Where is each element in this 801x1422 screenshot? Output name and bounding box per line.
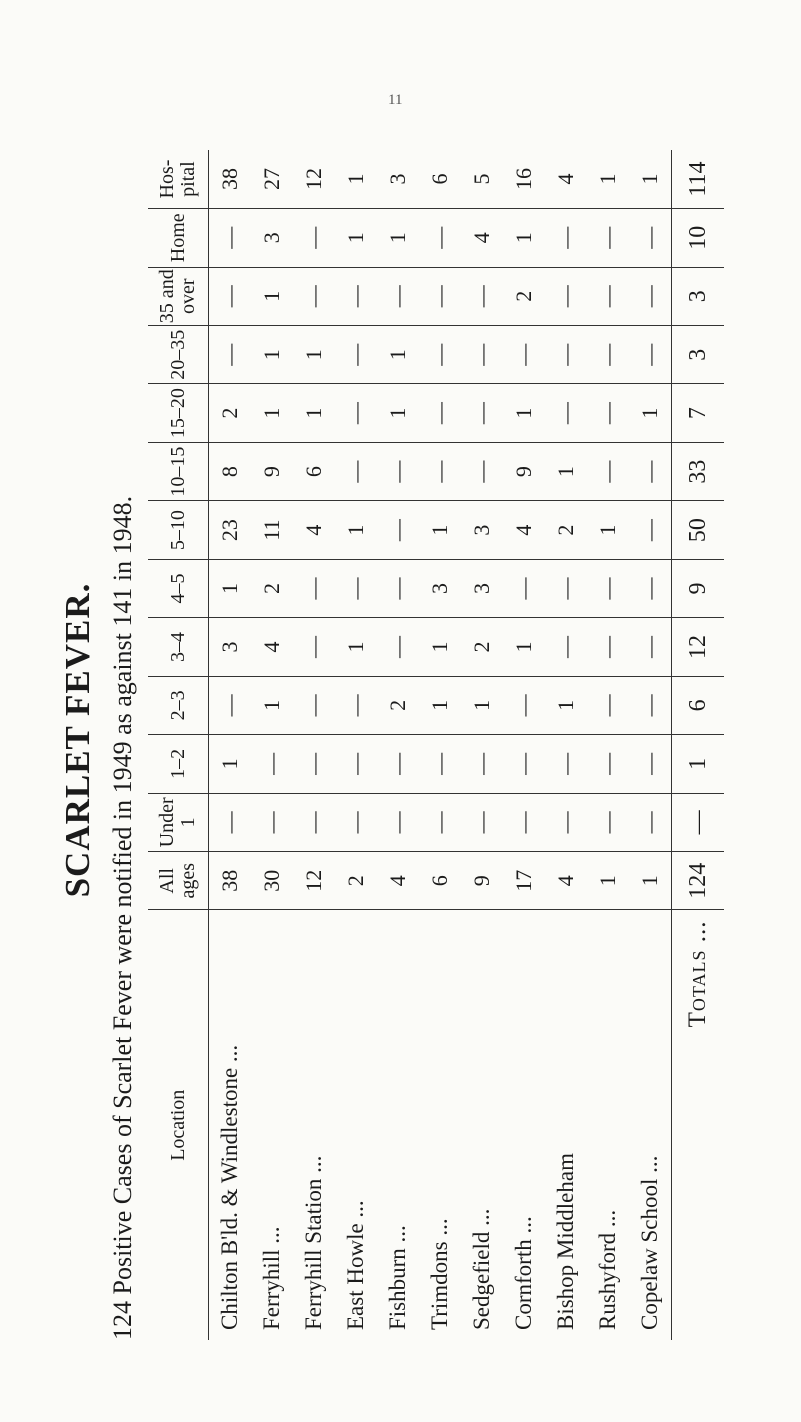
header-under-1: Under 1	[148, 793, 209, 851]
table-cell: —	[293, 559, 335, 617]
table-cell: 1	[209, 559, 252, 617]
table-cell: 4	[293, 501, 335, 559]
table-header-row	[148, 150, 209, 1340]
table-cell: —	[503, 793, 545, 851]
row-location: Sedgefield ...	[461, 910, 503, 1340]
table-cell: 5	[469, 173, 494, 185]
table-row	[209, 150, 252, 1340]
table-cell: —	[335, 559, 377, 617]
table-cell: —	[377, 267, 419, 325]
table-cell: —	[587, 793, 629, 851]
table-cell: 3	[251, 209, 293, 267]
table-cell: 6	[419, 852, 461, 910]
totals-cell: 33	[672, 442, 725, 500]
table-row	[503, 150, 545, 1340]
table-cell: —	[377, 618, 419, 676]
table-cell: 1	[251, 267, 293, 325]
table-cell: —	[293, 793, 335, 851]
table-cell: 1	[419, 501, 461, 559]
row-location: Trimdons ...	[419, 910, 461, 1340]
table-cell: 2	[461, 618, 503, 676]
table-cell: —	[629, 325, 672, 383]
table-cell: —	[629, 793, 672, 851]
table-cell: —	[209, 267, 252, 325]
table-cell: 9	[461, 852, 503, 910]
table-cell: —	[545, 209, 587, 267]
totals-row	[672, 150, 725, 1340]
table-cell: —	[461, 793, 503, 851]
table-cell: 2	[503, 267, 545, 325]
table-cell: —	[293, 209, 335, 267]
table-cell: —	[293, 618, 335, 676]
table-cell: 1	[293, 325, 335, 383]
table-cell: 1	[377, 209, 419, 267]
table-cell: —	[209, 793, 252, 851]
table-cell: —	[293, 676, 335, 734]
header-all-ages: All ages	[148, 852, 209, 910]
table-cell: 1	[335, 209, 377, 267]
table-cell: —	[587, 442, 629, 500]
table-row	[377, 150, 419, 1340]
table-cell: —	[377, 559, 419, 617]
table-cell: 1	[335, 618, 377, 676]
table-cell: —	[419, 267, 461, 325]
totals-cell: 12	[672, 618, 725, 676]
page-number: 11	[388, 92, 403, 108]
totals-cell: 114	[672, 150, 725, 209]
header-1-2: 1–2	[148, 735, 209, 793]
table-cell: 4	[251, 618, 293, 676]
table-cell: 1	[251, 676, 293, 734]
header-home: Home	[148, 209, 209, 267]
table-cell: —	[629, 209, 672, 267]
table-cell: —	[587, 618, 629, 676]
table-cell: 12	[293, 852, 335, 910]
table-cell: —	[545, 384, 587, 442]
table-cell: 2	[335, 852, 377, 910]
totals-cell: 7	[672, 384, 725, 442]
row-location: Bishop Middleham	[545, 910, 587, 1340]
table-cell: 1	[343, 173, 368, 185]
table-cell: —	[629, 501, 672, 559]
row-location: East Howle ...	[335, 910, 377, 1340]
totals-cell: 3	[672, 267, 725, 325]
totals-cell: —	[672, 793, 725, 851]
table-cell: —	[293, 735, 335, 793]
totals-cell: 9	[672, 559, 725, 617]
scarlet-fever-table	[148, 150, 724, 1340]
header-2-3: 2–3	[148, 676, 209, 734]
table-cell: 1	[419, 618, 461, 676]
table-cell: —	[545, 793, 587, 851]
page-subtitle: 124 Positive Cases of Scarlet Fever were notified in 1949 as against 141 in 1948.	[108, 495, 137, 1340]
table-cell: 23	[209, 501, 252, 559]
table-cell: —	[335, 384, 377, 442]
table-cell: 3	[461, 559, 503, 617]
table-cell: —	[335, 325, 377, 383]
header-3-4: 3–4	[148, 618, 209, 676]
table-cell: 1	[503, 618, 545, 676]
table-cell: —	[461, 384, 503, 442]
table-cell: 3	[385, 173, 410, 185]
table-cell: 2	[545, 501, 587, 559]
header-15-20: 15–20	[148, 384, 209, 442]
table-cell: —	[629, 267, 672, 325]
table-cell: 4	[461, 209, 503, 267]
table-cell: —	[419, 384, 461, 442]
table-cell: 6	[427, 173, 452, 185]
table-row	[629, 150, 672, 1340]
table-cell: 11	[251, 501, 293, 559]
header-20-35: 20–35	[148, 325, 209, 383]
table-cell: 1	[419, 676, 461, 734]
table-cell: —	[545, 267, 587, 325]
table-cell: —	[461, 267, 503, 325]
table-row	[419, 150, 461, 1340]
table-cell: —	[377, 735, 419, 793]
row-location: Chilton B'ld. & Windlestone ...	[209, 910, 252, 1340]
table-cell: 4	[553, 173, 578, 185]
totals-cell: 1	[672, 735, 725, 793]
table-cell: 1	[545, 442, 587, 500]
table-cell: —	[377, 793, 419, 851]
table-cell: 1	[293, 384, 335, 442]
table-cell: —	[335, 735, 377, 793]
table-cell: —	[503, 559, 545, 617]
table-cell: —	[377, 501, 419, 559]
table-cell: —	[251, 793, 293, 851]
table-cell: —	[461, 325, 503, 383]
table-cell: —	[545, 735, 587, 793]
table-cell: 1	[545, 676, 587, 734]
table-cell: —	[251, 735, 293, 793]
table-row	[587, 150, 629, 1340]
table-cell: 4	[545, 852, 587, 910]
table-cell: —	[335, 442, 377, 500]
table-cell: 8	[209, 442, 252, 500]
row-location: Rushyford ...	[587, 910, 629, 1340]
table-cell: —	[419, 793, 461, 851]
table-cell: —	[461, 442, 503, 500]
table-cell: —	[461, 735, 503, 793]
table-cell: —	[587, 325, 629, 383]
table-row	[545, 150, 587, 1340]
header-4-5: 4–5	[148, 559, 209, 617]
table-cell: —	[587, 209, 629, 267]
table-cell: 2	[251, 559, 293, 617]
table-cell: —	[545, 618, 587, 676]
table-cell: 16	[511, 168, 536, 191]
table-cell: 4	[377, 852, 419, 910]
totals-cell: 6	[672, 676, 725, 734]
table-cell: —	[335, 793, 377, 851]
header-35-over: 35 and over	[148, 267, 209, 325]
table-cell: —	[419, 209, 461, 267]
totals-cell: 3	[672, 325, 725, 383]
table-cell: 1	[503, 209, 545, 267]
table-cell: 1	[461, 676, 503, 734]
row-location: Ferryhill Station ...	[293, 910, 335, 1340]
totals-cell: 124	[672, 852, 725, 910]
table-cell: 1	[637, 173, 662, 185]
row-location: Cornforth ...	[503, 910, 545, 1340]
table-cell: —	[629, 559, 672, 617]
table-cell: —	[629, 618, 672, 676]
table-cell: 1	[377, 325, 419, 383]
table-cell: 1	[595, 173, 620, 185]
table-cell: 38	[209, 852, 252, 910]
totals-label: Totals ...	[672, 910, 725, 1340]
table-cell: 9	[503, 442, 545, 500]
table-cell: —	[587, 735, 629, 793]
row-location: Ferryhill ...	[251, 910, 293, 1340]
row-location: Copelaw School ...	[629, 910, 672, 1340]
table-cell: 3	[419, 559, 461, 617]
table-cell: 1	[503, 384, 545, 442]
table-cell: —	[587, 384, 629, 442]
table-cell: —	[587, 267, 629, 325]
table-cell: —	[335, 267, 377, 325]
table-cell: 1	[629, 384, 672, 442]
table-cell: 6	[293, 442, 335, 500]
table-cell: —	[209, 209, 252, 267]
totals-cell: 10	[672, 209, 725, 267]
table-row	[251, 150, 293, 1340]
table-cell: 9	[251, 442, 293, 500]
table-cell: —	[629, 735, 672, 793]
table-cell: —	[545, 559, 587, 617]
table-row	[461, 150, 503, 1340]
table-cell: 27	[259, 168, 284, 191]
page-title: SCARLET FEVER.	[58, 582, 97, 898]
table-cell: 17	[503, 852, 545, 910]
table-cell: 2	[377, 676, 419, 734]
table-cell: —	[629, 442, 672, 500]
table-cell: 2	[209, 384, 252, 442]
table-cell: —	[419, 735, 461, 793]
table-cell: 1	[587, 852, 629, 910]
table-cell: 38	[217, 168, 242, 191]
header-location: Location	[148, 910, 209, 1340]
rotated-page-content	[0, 40, 801, 1340]
table-cell: —	[503, 735, 545, 793]
table-cell: 1	[377, 384, 419, 442]
table-cell: 4	[503, 501, 545, 559]
table-cell: —	[545, 325, 587, 383]
table-cell: —	[335, 676, 377, 734]
table-cell: —	[209, 676, 252, 734]
table-cell: —	[503, 325, 545, 383]
table-cell: 1	[209, 735, 252, 793]
table-cell: —	[587, 559, 629, 617]
table-cell: 1	[587, 501, 629, 559]
header-hospital: Hos-pital	[148, 150, 209, 209]
table-row	[335, 150, 377, 1340]
table-cell: 1	[629, 852, 672, 910]
header-5-10: 5–10	[148, 501, 209, 559]
table-cell: —	[587, 676, 629, 734]
header-10-15: 10–15	[148, 442, 209, 500]
table-cell: 1	[251, 384, 293, 442]
table-cell: 1	[251, 325, 293, 383]
totals-cell: 50	[672, 501, 725, 559]
table-cell: —	[419, 325, 461, 383]
table-cell: —	[419, 442, 461, 500]
table-cell: 3	[209, 618, 252, 676]
table-row	[293, 150, 335, 1340]
table-cell: 3	[461, 501, 503, 559]
table-cell: 30	[251, 852, 293, 910]
table-cell: 12	[301, 168, 326, 191]
table-cell: —	[629, 676, 672, 734]
table-cell: —	[209, 325, 252, 383]
row-location: Fishburn ...	[377, 910, 419, 1340]
table-cell: —	[377, 442, 419, 500]
table-cell: —	[293, 267, 335, 325]
table-cell: 1	[335, 501, 377, 559]
table-cell: —	[503, 676, 545, 734]
